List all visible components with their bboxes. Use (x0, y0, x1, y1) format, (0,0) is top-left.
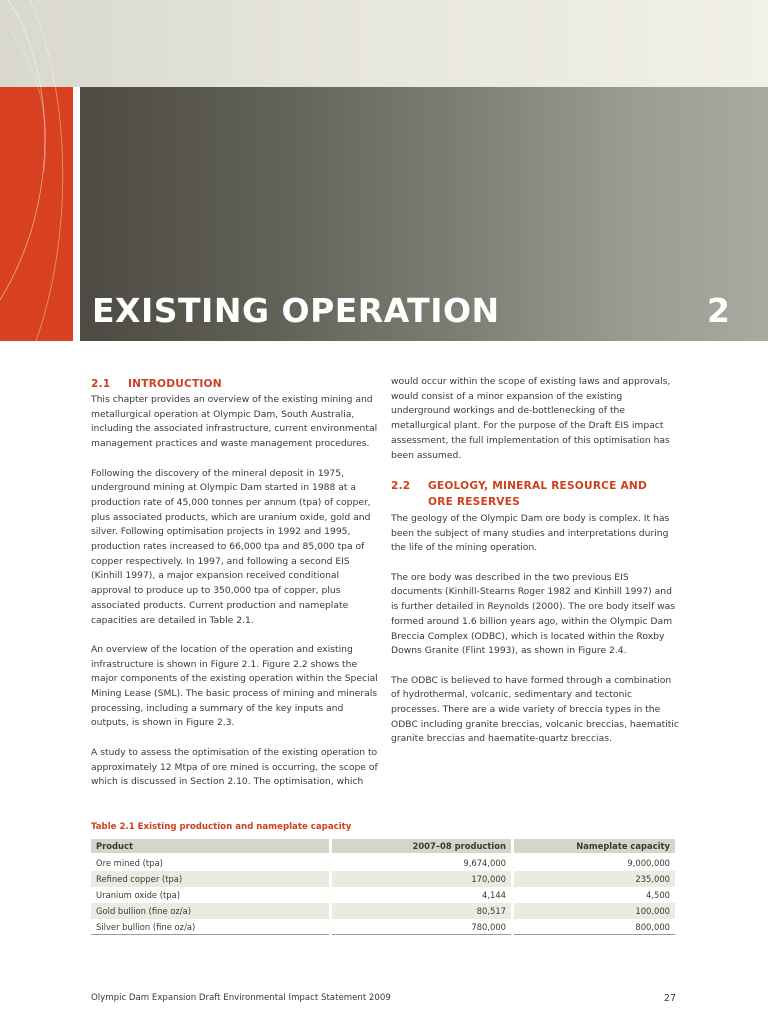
production-table (91, 839, 675, 935)
table-cell: 800,000 (514, 919, 675, 935)
section-title-line: ORE RESERVES (428, 495, 520, 508)
table-caption: Table 2.1 Existing production and nameplate capacity (91, 822, 352, 832)
paragraph: An overview of the location of the operation and existing infrastructure is shown in Figure 2.1. Figure 2.2 shows the major components of the existing operation within the Special Mining Lease (SML). The basic process of mining and minerals processing, including a summary of the key inputs and outputs, is shown in Figure 2.3. (91, 643, 378, 729)
table-cell: 780,000 (332, 919, 511, 935)
table-cell: 9,674,000 (463, 858, 506, 868)
table-row (91, 871, 675, 887)
column-header: Nameplate capacity (514, 839, 675, 855)
paragraph: The ore body was described in the two previous EIS documents (Kinhill-Stearns Roger 1982 and Kinhill 1997) and is further detailed in Reynolds (2000). The ore body itself was formed around 1.6 billion years ago, within the Olympic Dam Breccia Complex (ODBC), which is located within the Roxby Downs Granite (Flint 1993), as shown in Figure 2.4. (391, 571, 676, 657)
table-cell: Silver bullion (fine oz/a) (91, 919, 329, 935)
top-band (0, 0, 768, 87)
table-cell: 80,517 (332, 903, 511, 919)
table-row (91, 855, 675, 871)
section-heading-geology (391, 478, 681, 510)
decorative-curves (0, 0, 80, 341)
paragraph: The geology of the Olympic Dam ore body is complex. It has been the subject of many studies and interpretations during the life of the mining operation. (391, 512, 670, 554)
table-cell: 170,000 (332, 871, 511, 887)
paragraph: Following the discovery of the mineral deposit in 1975, underground mining at Olympic Dam started in 1988 at a production rate of 45,000 tonnes per annum (tpa) of copper, plus associated products, which are uranium oxide, gold and silver. Following optimisation projects in 1992 and 1995, production rates increased to 66,000 tpa and 85,000 tpa of copper respectively. In 1997, and following a second EIS (Kinhill 1997), a major expansion received conditional approval to produce up to 350,000 tpa of copper, plus associated products. Current production and nameplate capacities are detailed in Table 2.1. (91, 467, 371, 626)
table-cell: Gold bullion (fine oz/a) (91, 903, 329, 919)
table-cell: 9,000,000 (627, 858, 670, 868)
section-title-line: GEOLOGY, MINERAL RESOURCE AND (428, 479, 647, 492)
footer-document-title: Olympic Dam Expansion Draft Environmental Impact Statement 2009 (91, 993, 391, 1003)
column-header: 2007–08 production (332, 839, 511, 855)
column-header: Product (91, 839, 329, 855)
table-cell: 100,000 (514, 903, 675, 919)
paragraph: A study to assess the optimisation of the existing operation to approximately 12 Mtpa of ore mined is occurring, the scope of which is discussed in Section 2.10. The optimisation, which (91, 746, 378, 788)
table-cell: 4,144 (482, 890, 506, 900)
table-cell: 4,500 (646, 890, 670, 900)
table-cell: Uranium oxide (tpa) (96, 890, 181, 900)
section-number: 2.1 (91, 378, 111, 390)
table-cell: 235,000 (514, 871, 675, 887)
chapter-title: EXISTING OPERATION (92, 291, 500, 330)
table-cell: Refined copper (tpa) (91, 871, 329, 887)
section-number: 2.2 (391, 479, 411, 492)
table-row (91, 887, 675, 903)
section-title: INTRODUCTION (128, 378, 222, 390)
table-header-row (91, 839, 675, 855)
paragraph: This chapter provides an overview of the existing mining and metallurgical operation at Olympic Dam, South Australia, including the associated infrastructure, current environmental management practices and waste management procedures. (91, 394, 378, 450)
page-number: 27 (663, 993, 676, 1004)
paragraph: would occur within the scope of existing laws and approvals, would consist of a minor expansion of the existing underground workings and de-bottlenecking of the metallurgical plant. For the purpose of the Draft EIS impact assessment, the full implementation of this optimisation has been assumed. (391, 376, 671, 461)
table-cell: Ore mined (tpa) (96, 858, 163, 868)
table-row (91, 919, 675, 935)
table-row (91, 903, 675, 919)
chapter-number: 2 (707, 291, 730, 330)
right-column (391, 375, 681, 762)
section-heading-introduction (91, 376, 381, 392)
section-title-block (428, 478, 647, 510)
left-column (91, 375, 381, 805)
paragraph: The ODBC is believed to have formed through a combination of hydrothermal, volcanic, sedimentary and tectonic processes. There are a wide variety of breccia types in the ODBC including granite breccias, volcanic breccias, haematitic granite breccias and haematite-quartz breccias. (391, 674, 679, 745)
